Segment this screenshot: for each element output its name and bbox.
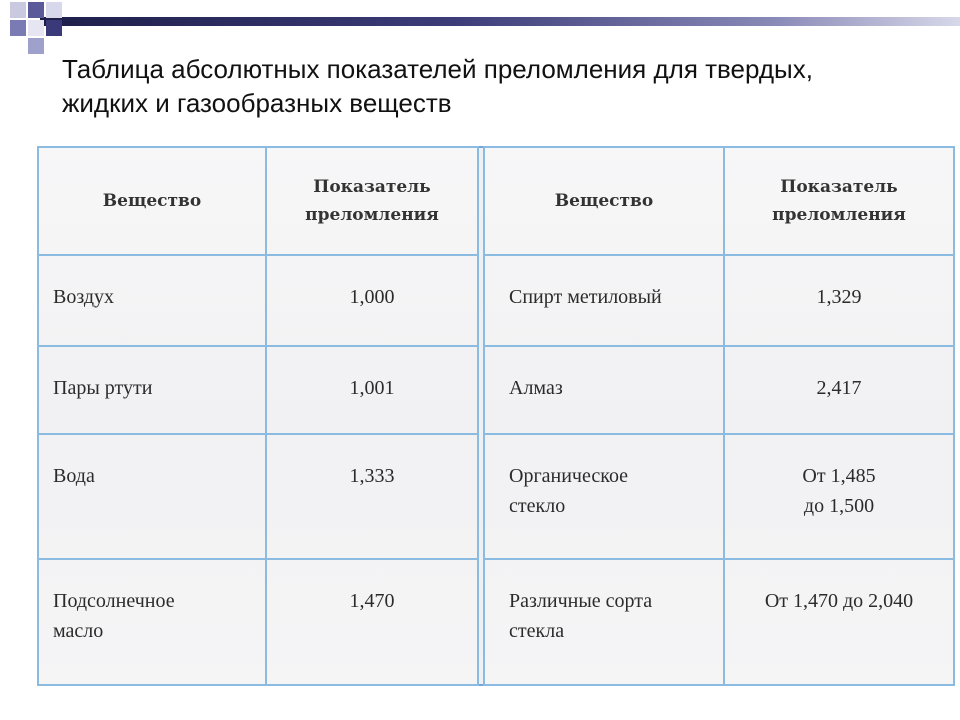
table-header-row (38, 147, 954, 255)
column-header-index-right: Показатель преломления (724, 147, 954, 255)
deco-square (28, 2, 44, 18)
column-header-substance-right: Вещество (484, 147, 724, 255)
header-gradient-bar (40, 17, 960, 26)
refraction-table-image (37, 146, 953, 686)
deco-square (28, 20, 44, 36)
slide-title (62, 52, 922, 120)
deco-square (28, 38, 44, 54)
deco-square (46, 2, 62, 18)
deco-square (10, 20, 26, 36)
substance-cell: Подсолнечное масло (38, 559, 266, 686)
substance-cell: Различные сорта стекла (484, 559, 724, 686)
substance-cell: Пары ртути (38, 346, 266, 434)
index-cell: 1,000 (266, 255, 478, 345)
substance-cell: Органическое стекло (484, 434, 724, 558)
table-row (38, 346, 954, 434)
slide-title-line-1: Таблица абсолютных показателей преломления для твердых, (62, 54, 813, 84)
substance-cell: Вода (38, 434, 266, 558)
index-cell: 1,329 (724, 255, 954, 345)
substance-cell: Воздух (38, 255, 266, 345)
index-cell: От 1,485 до 1,500 (724, 434, 954, 558)
substance-cell: Алмаз (484, 346, 724, 434)
index-cell: От 1,470 до 2,040 (724, 559, 954, 686)
deco-square (46, 20, 62, 36)
column-header-substance-left: Вещество (38, 147, 266, 255)
column-header-index-left: Показатель преломления (266, 147, 478, 255)
table-row (38, 559, 954, 686)
index-cell: 1,470 (266, 559, 478, 686)
refraction-table (37, 146, 955, 686)
index-cell: 1,001 (266, 346, 478, 434)
table-row (38, 255, 954, 345)
table-row (38, 434, 954, 558)
slide-header-decoration (0, 0, 960, 60)
index-cell: 1,333 (266, 434, 478, 558)
substance-cell: Спирт метиловый (484, 255, 724, 345)
index-cell: 2,417 (724, 346, 954, 434)
slide-title-line-2: жидких и газообразных веществ (62, 88, 452, 118)
deco-square (10, 2, 26, 18)
